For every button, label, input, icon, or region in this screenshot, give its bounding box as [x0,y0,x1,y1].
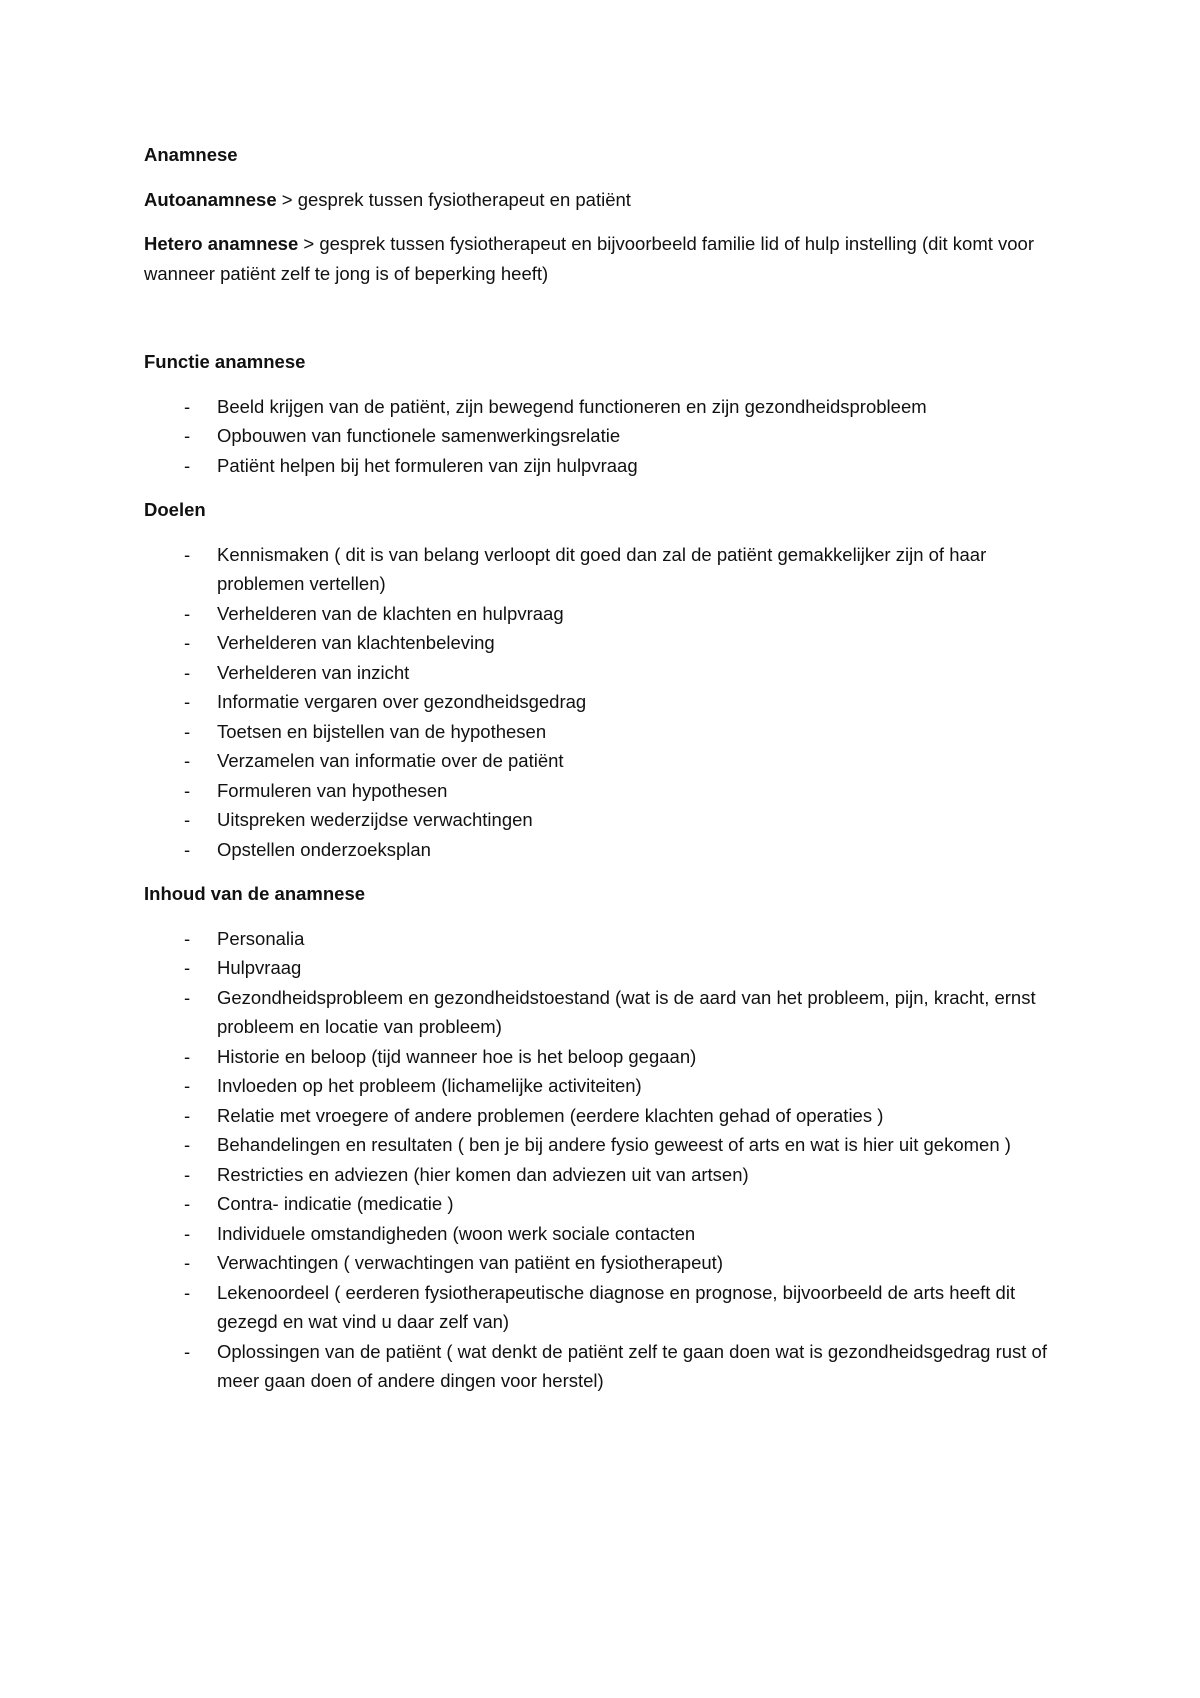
list-item: - Oplossingen van de patiënt ( wat denkt de patiënt zelf te gaan doen wat is gezondheidsgedrag rust of meer gaan doen of andere dingen voor herstel) [144,1337,1074,1396]
list-item: - Verhelderen van inzicht [144,658,1074,688]
autoanamnese-text: > gesprek tussen fysiotherapeut en patiënt [276,188,631,210]
section-spacer [144,303,1074,347]
list-item: - Verwachtingen ( verwachtingen van patiënt en fysiotherapeut) [144,1248,1074,1278]
doelen-heading: Doelen [144,499,206,520]
list-item: - Beeld krijgen van de patiënt, zijn bewegend functioneren en zijn gezondheidsprobleem [144,392,1074,422]
list-item: - Historie en beloop (tijd wanneer hoe is het beloop gegaan) [144,1042,1074,1072]
list-item: - Kennismaken ( dit is van belang verloopt dit goed dan zal de patiënt gemakkelijker zijn of haar problemen vertellen) [144,540,1074,599]
list-item: - Invloeden op het probleem (lichamelijke activiteiten) [144,1071,1074,1101]
document-page [144,140,1074,1411]
document-title: Anamnese [144,144,238,165]
list-item: - Toetsen en bijstellen van de hypothesen [144,717,1074,747]
list-item: - Gezondheidsprobleem en gezondheidstoestand (wat is de aard van het probleem, pijn, kracht, ernst probleem en locatie van probleem) [144,983,1074,1042]
functie-anamnese-heading: Functie anamnese [144,351,306,372]
functie-anamnese-list [144,392,1074,481]
list-item: - Lekenoordeel ( eerderen fysiotherapeutische diagnose en prognose, bijvoorbeeld de arts heeft dit gezegd en wat vind u daar zelf van) [144,1278,1074,1337]
list-item: - Hulpvraag [144,953,1074,983]
list-item: - Opstellen onderzoeksplan [144,835,1074,865]
list-item: - Restricties en adviezen (hier komen dan adviezen uit van artsen) [144,1160,1074,1190]
list-item: - Uitspreken wederzijdse verwachtingen [144,805,1074,835]
hetero-anamnese-paragraph [144,229,1074,288]
list-item: - Opbouwen van functionele samenwerkingsrelatie [144,421,1074,451]
list-item: - Verhelderen van de klachten en hulpvraag [144,599,1074,629]
autoanamnese-label: Autoanamnese [144,188,277,210]
list-item: - Verhelderen van klachtenbeleving [144,628,1074,658]
hetero-anamnese-label: Hetero anamnese [144,233,299,254]
list-item: - Patiënt helpen bij het formuleren van zijn hulpvraag [144,451,1074,481]
doelen-list [144,540,1074,865]
inhoud-anamnese-heading: Inhoud van de anamnese [144,883,366,904]
list-item: - Informatie vergaren over gezondheidsgedrag [144,687,1074,717]
list-item: - Relatie met vroegere of andere problemen (eerdere klachten gehad of operaties ) [144,1101,1074,1131]
list-item: - Behandelingen en resultaten ( ben je bij andere fysio geweest of arts en wat is hier uit gekomen ) [144,1130,1074,1160]
inhoud-anamnese-list [144,924,1074,1396]
list-item: - Individuele omstandigheden (woon werk sociale contacten [144,1219,1074,1249]
list-item: - Contra- indicatie (medicatie ) [144,1189,1074,1219]
hetero-anamnese-text: > gesprek tussen fysiotherapeut en bijvoorbeeld familie lid of hulp instelling (dit komt voor wanneer patiënt zelf te jong is of beperking heeft) [144,233,1035,284]
list-item: - Formuleren van hypothesen [144,776,1074,806]
list-item: - Verzamelen van informatie over de patiënt [144,746,1074,776]
list-item: - Personalia [144,924,1074,954]
autoanamnese-paragraph [144,185,1074,215]
